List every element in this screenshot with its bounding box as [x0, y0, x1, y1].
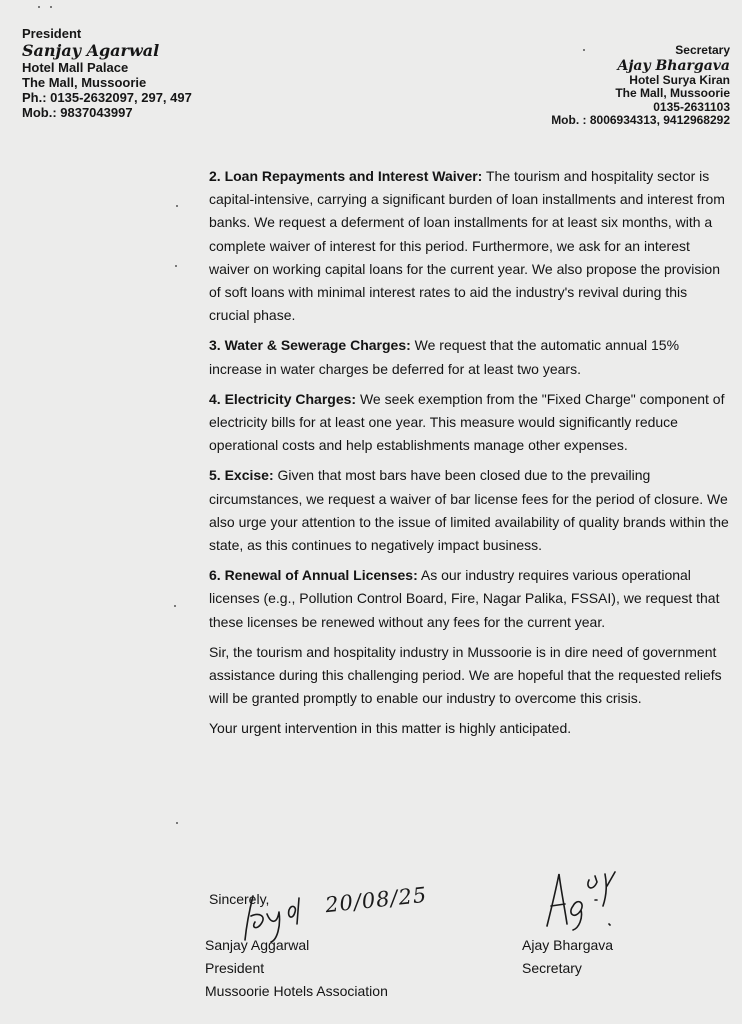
secretary-role: Secretary: [675, 43, 730, 57]
signoff-organization: Mussoorie Hotels Association: [205, 983, 388, 1000]
item-heading: 4. Electricity Charges:: [209, 390, 357, 407]
handwritten-date: 20/08/25: [324, 882, 429, 918]
president-address: The Mall, Mussoorie: [22, 75, 147, 90]
signoff-president-name: Sanjay Aggarwal: [205, 937, 310, 953]
president-name: Sanjay Agarwal: [22, 41, 160, 60]
signature-block: [205, 882, 729, 1008]
closing-paragraph: Sir, the tourism and hospitality industry in Mussoorie is in dire need of government assistance during this challenging period. We are hopeful that the requested reliefs will be granted promptly to enable our industry to overcome this crisis.: [209, 643, 722, 707]
letterhead-secretary: [430, 44, 730, 128]
secretary-address: The Mall, Mussoorie: [615, 86, 730, 100]
item-text: We request that the automatic annual 15% increase in water charges be deferred for at least two years.: [209, 337, 680, 377]
item-heading: 5. Excise:: [209, 467, 274, 484]
item-text: Given that most bars have been closed due to the prevailing circumstances, we request a waiver of bar license fees for the period of closure. We also urge your attention to the issue of limited availability of quality brands within the state, as this continues to negatively impact business.: [209, 467, 729, 554]
signoff-president-title: President: [205, 960, 265, 977]
closing-line: Your urgent intervention in this matter is highly anticipated.: [209, 720, 572, 737]
secretary-signature: [537, 866, 621, 932]
secretary-phone: 0135-2631103: [653, 99, 730, 114]
salutation: Sincerely,: [209, 891, 270, 907]
president-role: President: [22, 26, 82, 41]
secretary-hotel: Hotel Surya Kiran: [629, 72, 730, 87]
letterhead-president: [22, 26, 282, 120]
president-mobile: Mob.: 9837043997: [22, 105, 133, 120]
item-license-renewal: [209, 564, 729, 634]
signoff-secretary-name: Ajay Bhargava: [522, 937, 614, 953]
president-phone: Ph.: 0135-2632097, 297, 497: [22, 90, 192, 105]
president-hotel: Hotel Mall Palace: [22, 60, 129, 75]
item-water-charges: [209, 334, 729, 380]
secretary-mobile: Mob. : 8006934313, 9412968292: [551, 113, 730, 127]
president-signoff: [205, 934, 388, 1004]
item-excise: [209, 464, 729, 557]
item-text: As our industry requires various operational licenses (e.g., Pollution Control Board, Fire, Nagar Palika, FSSAI), we request that these licenses be renewed without any fees for the current year.: [209, 567, 720, 630]
item-electricity-charges: [209, 388, 729, 458]
item-loan-repayments: [209, 165, 729, 327]
letter-body: [209, 165, 729, 741]
item-text: We seek exemption from the "Fixed Charge" component of electricity bills for at least one year. This measure would significantly reduce operational costs and help establishments manage other expenses.: [209, 390, 725, 454]
secretary-signoff: [522, 934, 613, 980]
signoff-secretary-title: Secretary: [522, 960, 582, 977]
secretary-name: Ajay Bhargava: [617, 57, 730, 74]
item-heading: 6. Renewal of Annual Licenses:: [209, 567, 418, 584]
item-heading: 2. Loan Repayments and Interest Waiver:: [209, 168, 483, 184]
item-text: The tourism and hospitality sector is capital-intensive, carrying a significant burden of loan installments and interest from banks. We request a deferment of loan installments for at least six months, with a complete waiver of interest for this period. Furthermore, we ask for an interest waiver on working capital loans for the current year. We also propose the provision of soft loans with minimal interest rates to aid the industry's revival during this crucial phase.: [209, 168, 725, 324]
item-heading: 3. Water & Sewerage Charges:: [209, 337, 411, 354]
